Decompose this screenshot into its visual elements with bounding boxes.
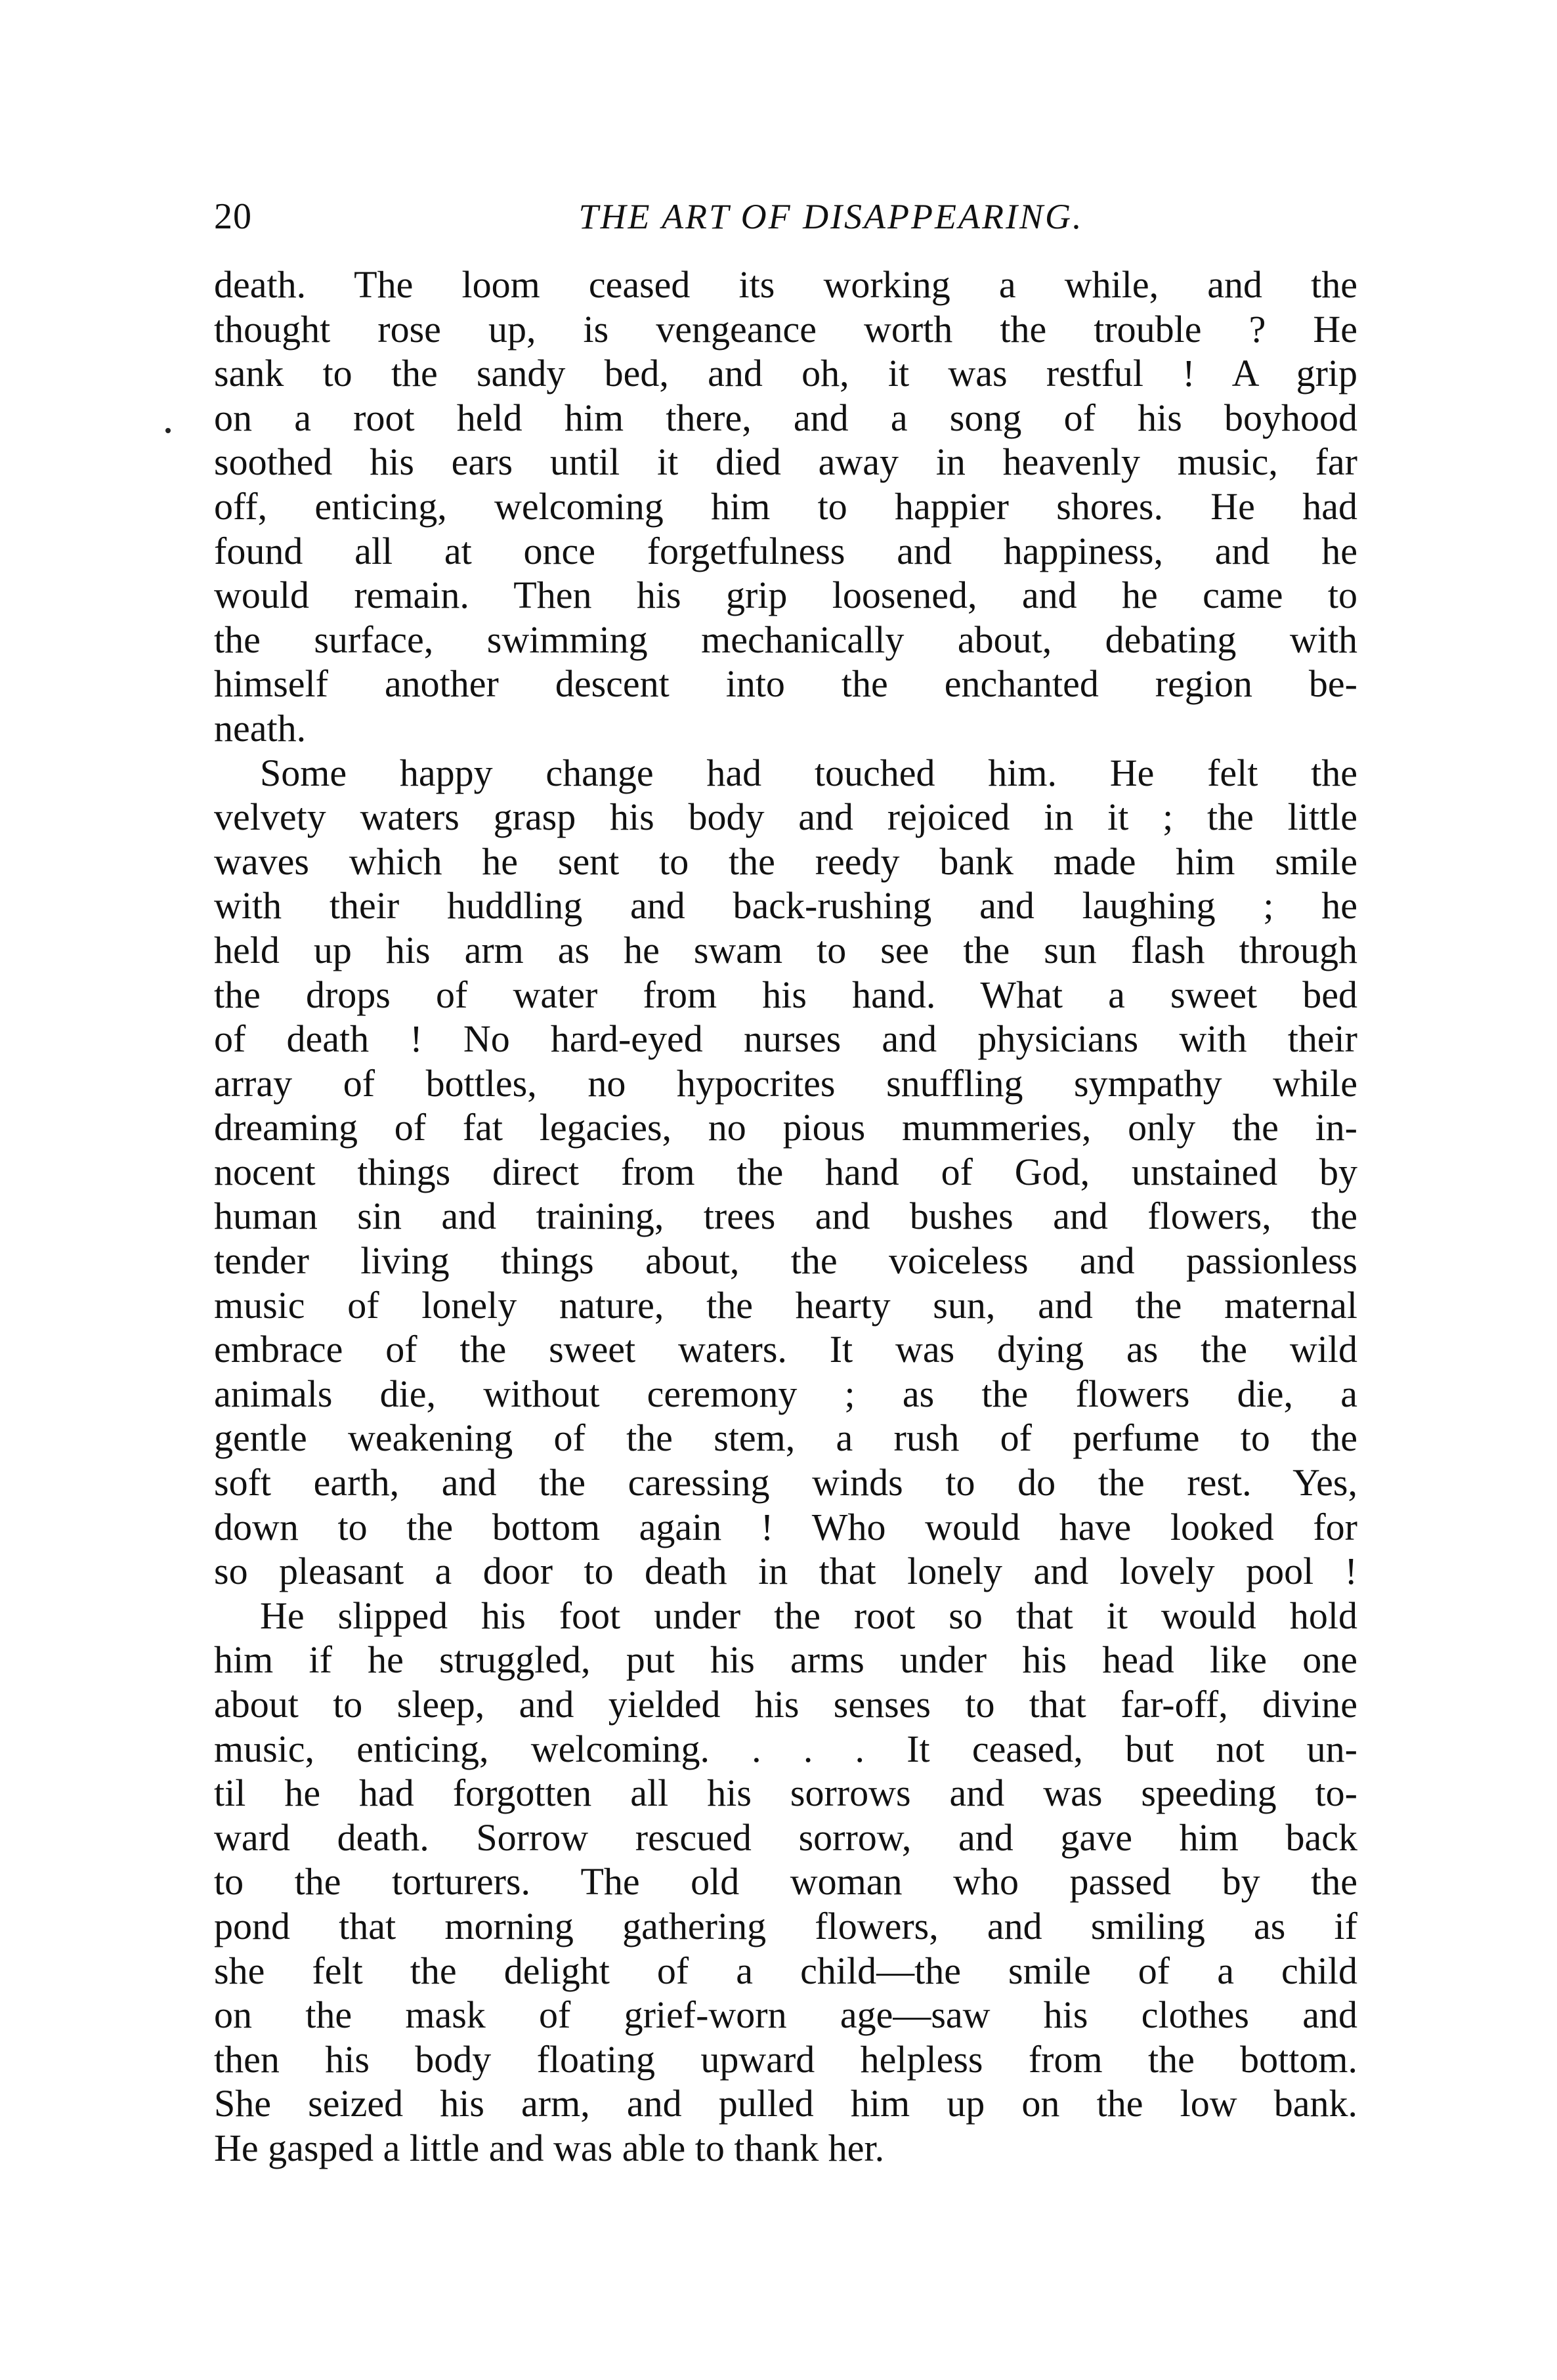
text-line: tender living things about, the voiceless and passionless xyxy=(214,1239,1357,1283)
text-line: down to the bottom again ! Who would have looked for xyxy=(214,1505,1357,1548)
page-number: 20 xyxy=(214,196,252,237)
text-line: the surface, swimming mechanically about, debating with xyxy=(214,618,1357,661)
text-line: til he had forgotten all his sorrows and was speeding to- xyxy=(214,1772,1357,1815)
text-line: thought rose up, is vengeance worth the trouble ? He xyxy=(214,307,1357,351)
text-line: pond that morning gathering flowers, and smiling as if xyxy=(214,1904,1357,1947)
text-line: found all at once forgetfulness and happiness, and he xyxy=(214,529,1357,572)
body-text xyxy=(214,263,1357,2171)
text-line: on the mask of grief-worn age—saw his clothes and xyxy=(214,1993,1357,2037)
text-line: so pleasant a door to death in that lonely and lovely pool ! xyxy=(214,1550,1357,1593)
text-line: death. The loom ceased its working a while, and the xyxy=(214,263,1357,306)
text-line: She seized his arm, and pulled him up on the low bank. xyxy=(214,2082,1357,2125)
text-line: music, enticing, welcoming. . . . It ceased, but not un- xyxy=(214,1727,1357,1770)
text-line: off, enticing, welcoming him to happier shores. He had xyxy=(214,484,1357,528)
text-line: neath. xyxy=(214,706,307,750)
text-line: array of bottles, no hypocrites snuffling sympathy while xyxy=(214,1061,1357,1105)
text-line: then his body floating upward helpless from the bottom. xyxy=(214,2037,1357,2081)
text-line: ward death. Sorrow rescued sorrow, and gave him back xyxy=(214,1816,1357,1859)
page-header xyxy=(214,194,1363,240)
stray-ink-mark xyxy=(165,428,171,433)
text-line: soft earth, and the caressing winds to do the rest. Yes, xyxy=(214,1461,1357,1504)
text-line: she felt the delight of a child—the smile of a child xyxy=(214,1949,1357,1992)
text-line: sank to the sandy bed, and oh, it was restful ! A grip xyxy=(214,352,1357,395)
text-line: of death ! No hard-eyed nurses and physicians with their xyxy=(214,1017,1357,1061)
running-title: THE ART OF DISAPPEARING. xyxy=(578,197,1084,236)
text-line: would remain. Then his grip loosened, and he came to xyxy=(214,574,1357,617)
text-line: about to sleep, and yielded his senses to that far-off, divine xyxy=(214,1683,1357,1726)
text-line: dreaming of fat legacies, no pious mummeries, only the in- xyxy=(214,1106,1357,1149)
text-line: embrace of the sweet waters. It was dying as the wild xyxy=(214,1328,1357,1371)
text-line: He slipped his foot under the root so that it would hold xyxy=(260,1594,1357,1637)
text-line: velvety waters grasp his body and rejoiced in it ; the little xyxy=(214,796,1357,839)
text-line: himself another descent into the enchanted region be- xyxy=(214,662,1357,706)
text-line: gentle weakening of the stem, a rush of perfume to the xyxy=(214,1416,1357,1460)
text-line: music of lonely nature, the hearty sun, and the maternal xyxy=(214,1283,1357,1327)
text-line: on a root held him there, and a song of his boyhood xyxy=(214,396,1357,439)
text-line: waves which he sent to the reedy bank made him smile xyxy=(214,839,1357,883)
text-line: with their huddling and back-rushing and laughing ; he xyxy=(214,884,1357,927)
text-line: the drops of water from his hand. What a sweet bed xyxy=(214,973,1357,1016)
text-line: He gasped a little and was able to thank her. xyxy=(214,2126,885,2169)
text-line: to the torturers. The old woman who passed by the xyxy=(214,1860,1357,1903)
text-line: human sin and training, trees and bushes and flowers, the xyxy=(214,1195,1357,1238)
text-line: him if he struggled, put his arms under his head like one xyxy=(214,1638,1357,1682)
text-line: Some happy change had touched him. He felt the xyxy=(260,751,1357,794)
text-line: soothed his ears until it died away in heavenly music, far xyxy=(214,440,1357,484)
text-line: nocent things direct from the hand of God, unstained by xyxy=(214,1150,1357,1193)
text-line: animals die, without ceremony ; as the flowers die, a xyxy=(214,1372,1357,1415)
text-line: held up his arm as he swam to see the sun flash through xyxy=(214,928,1357,971)
